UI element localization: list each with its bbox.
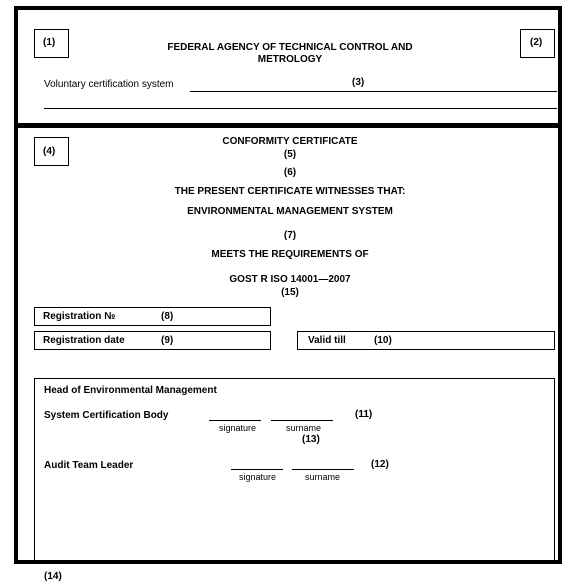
field-1-box — [34, 29, 69, 58]
field-8-label: (8) — [161, 311, 174, 322]
standard-name: GOST R ISO 14001—2007 — [229, 274, 351, 285]
audit-team-leader-label: Audit Team Leader — [44, 460, 134, 471]
field-4-box — [34, 137, 69, 166]
meets-requirements-line: MEETS THE REQUIREMENTS OF — [211, 249, 369, 260]
field-7-label: (7) — [283, 230, 297, 241]
registration-number-label: Registration № — [43, 311, 116, 322]
surname-caption-1: surname — [286, 423, 322, 433]
certification-system-label: Voluntary certification system — [44, 79, 174, 90]
field-14-label: (14) — [44, 571, 62, 582]
head-title: Head of Environmental Management — [44, 385, 217, 396]
certification-body-label: System Certification Body — [44, 410, 169, 421]
signature-caption-1: signature — [219, 423, 257, 433]
header-rule — [44, 108, 557, 109]
agency-title: FEDERAL AGENCY OF TECHNICAL CONTROL AND METROLOGY — [167, 42, 413, 65]
field-9-label: (9) — [161, 335, 174, 346]
field-3-label: (3) — [352, 77, 365, 88]
field-5-label: (5) — [283, 149, 297, 160]
valid-till-box — [297, 331, 555, 350]
field-1-label: (1) — [43, 37, 56, 48]
field-4-label: (4) — [43, 146, 56, 157]
surname-line-1 — [271, 420, 333, 421]
certificate-subject: ENVIRONMENTAL MANAGEMENT SYSTEM — [187, 206, 393, 217]
field-12-label: (12) — [371, 459, 389, 470]
signature-line-2 — [231, 469, 283, 470]
witness-line: THE PRESENT CERTIFICATE WITNESSES THAT: — [174, 186, 406, 197]
field-2-box — [520, 29, 555, 58]
field-13-label: (13) — [302, 434, 320, 445]
signature-line-1 — [209, 420, 261, 421]
registration-number-box — [34, 307, 271, 326]
signature-caption-2: signature — [239, 472, 277, 482]
field-2-label: (2) — [530, 37, 543, 48]
registration-date-label: Registration date — [43, 335, 125, 346]
field-10-label: (10) — [374, 335, 392, 346]
field-11-label: (11) — [355, 409, 373, 420]
certificate-title: CONFORMITY CERTIFICATE — [222, 136, 358, 147]
surname-caption-2: surname — [305, 472, 341, 482]
field-15-label: (15) — [281, 287, 299, 298]
registration-date-box — [34, 331, 271, 350]
certification-system-line — [190, 91, 557, 92]
field-6-label: (6) — [283, 167, 297, 178]
valid-till-label: Valid till — [308, 335, 346, 346]
surname-line-2 — [292, 469, 354, 470]
